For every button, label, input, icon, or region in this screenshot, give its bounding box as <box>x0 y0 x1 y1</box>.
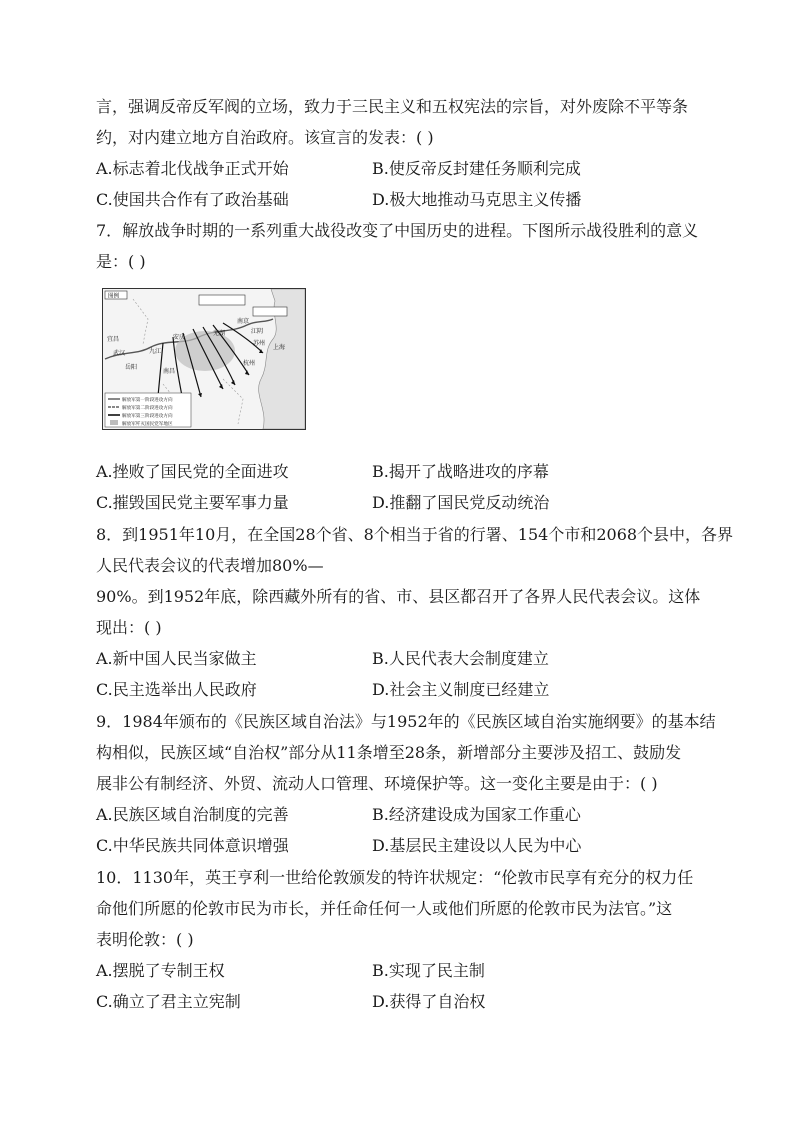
map-place-wuhan: 武汉 <box>113 350 126 357</box>
q8-option-d[interactable]: D.社会主义制度已经建立 <box>372 680 550 699</box>
q10-option-d[interactable]: D.获得了自治权 <box>372 992 486 1011</box>
q8-option-b[interactable]: B.人民代表大会制度建立 <box>372 649 549 668</box>
map-place-anqing: 安庆 <box>173 334 186 341</box>
q9-option-c[interactable]: C.中华民族共同体意识增强 <box>96 836 289 855</box>
map-legend-title: 图例 <box>108 293 120 300</box>
q8-text-line4: 现出：( ) <box>96 618 162 637</box>
q8-text-line2: 人民代表会议的代表增加80%— <box>96 556 324 575</box>
q7-option-d[interactable]: D.推翻了国民党反动统治 <box>372 493 550 512</box>
q9-option-b[interactable]: B.经济建设成为国家工作重心 <box>372 805 581 824</box>
map-place-shanghai: 上海 <box>273 344 286 351</box>
q8-option-a[interactable]: A.新中国人民当家做主 <box>96 649 257 668</box>
map-legend-item-1: 解放军第一阶段进攻方向 <box>122 398 173 403</box>
q10-text-line1: 10．1130年，英王亨利一世给伦敦颁发的特许状规定：“伦敦市民享有充分的权力任 <box>96 868 694 887</box>
map-place-yichang: 宜昌 <box>107 336 120 343</box>
q9-option-d[interactable]: D.基层民主建设以人民为中心 <box>372 836 582 855</box>
q10-option-a[interactable]: A.摆脱了专制王权 <box>96 961 225 980</box>
q8-text-line3: 90%。到1952年底，除西藏外所有的省、市、县区都召开了各界人民代表会议。这体 <box>96 587 701 606</box>
campaign-map-figure <box>102 288 306 430</box>
q6-option-a[interactable]: A.标志着北伐战争正式开始 <box>96 159 289 178</box>
q10-option-b[interactable]: B.实现了民主制 <box>372 961 485 980</box>
q9-text-line2: 构相似，民族区域“自治权”部分从11条增至28条，新增部分主要涉及招工、鼓励发 <box>96 743 682 762</box>
map-place-yueyang: 岳阳 <box>125 364 138 371</box>
q9-text-line1: 9．1984年颁布的《民族区域自治法》与1952年的《民族区域自治实施纲要》的基本结 <box>96 712 716 731</box>
map-place-jiujiang: 九江 <box>149 348 162 355</box>
q10-text-line2: 命他们所愿的伦敦市民为市长，并任命任何一人或他们所愿的伦敦市民为法官。”这 <box>96 899 673 918</box>
map-legend-item-4: 解放军歼灭国民党军地区 <box>122 422 173 427</box>
map-place-nanjing: 南京 <box>237 318 250 325</box>
q6-text-line2: 约，对内建立地方自治政府。该宣言的发表：( ) <box>96 128 434 147</box>
q7-option-a[interactable]: A.挫败了国民党的全面进攻 <box>96 462 289 481</box>
q9-option-a[interactable]: A.民族区域自治制度的完善 <box>96 805 289 824</box>
map-place-wuhu: 芜湖 <box>213 330 226 337</box>
q6-option-d[interactable]: D.极大地推动马克思主义传播 <box>372 190 582 209</box>
q10-option-c[interactable]: C.确立了君主立宪制 <box>96 992 241 1011</box>
map-legend-item-2: 解放军第二阶段进攻方向 <box>122 406 173 411</box>
map-place-suzhou: 苏州 <box>253 340 266 347</box>
q7-text-line2: 是：( ) <box>96 252 146 271</box>
q8-option-c[interactable]: C.民主选举出人民政府 <box>96 680 257 699</box>
q7-option-b[interactable]: B.揭开了战略进攻的序幕 <box>372 462 549 481</box>
q6-option-b[interactable]: B.使反帝反封建任务顺利完成 <box>372 159 581 178</box>
map-legend-item-3: 解放军第三阶段进攻方向 <box>122 414 173 419</box>
q7-text-line1: 7．解放战争时期的一系列重大战役改变了中国历史的进程。下图所示战役胜利的意义 <box>96 221 699 240</box>
q8-text-line1: 8．到1951年10月，在全国28个省、8个相当于省的行署、154个市和2068个县中，各界 <box>96 525 734 544</box>
q10-text-line3: 表明伦敦：( ) <box>96 930 194 949</box>
map-place-nanchang: 南昌 <box>163 368 176 375</box>
map-place-jiangyin: 江阴 <box>251 328 264 335</box>
map-place-hangzhou: 杭州 <box>243 360 256 367</box>
q6-text-line1: 言，强调反帝反军阀的立场，致力于三民主义和五权宪法的宗旨，对外废除不平等条 <box>96 97 689 116</box>
campaign-map-svg <box>103 289 305 429</box>
q7-option-c[interactable]: C.摧毁国民党主要军事力量 <box>96 493 289 512</box>
q9-text-line3: 展非公有制经济、外贸、流动人口管理、环境保护等。这一变化主要是由于：( ) <box>96 774 658 793</box>
q6-option-c[interactable]: C.使国共合作有了政治基础 <box>96 190 289 209</box>
